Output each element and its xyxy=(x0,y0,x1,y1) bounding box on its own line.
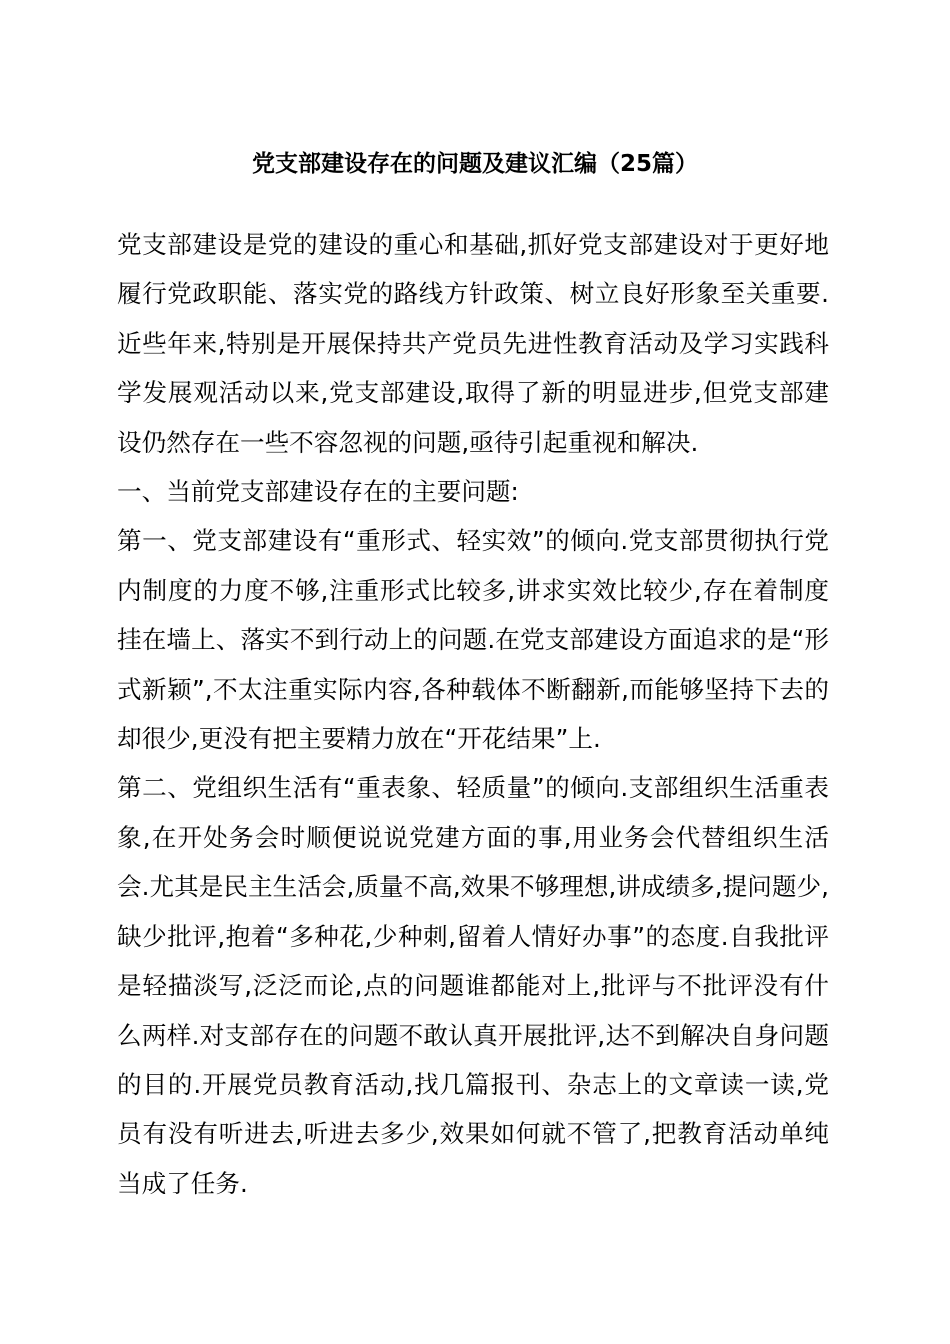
paragraph-issue-1: 第一、党支部建设有“重形式、轻实效”的倾向.党支部贯彻执行党内制度的力度不够,注重形式比较多,讲求实效比较少,存在着制度挂在墙上、落实不到行动上的问题.在党支部建设方面追求的是“形式新颖”,不太注重实际内容,各种载体不断翻新,而能够坚持下去的却很少,更没有把主要精力放在“开花结果”上. xyxy=(117,526,829,754)
document-body xyxy=(117,220,829,1208)
paragraph-issue-2: 第二、党组织生活有“重表象、轻质量”的倾向.支部组织生活重表象,在开处务会时顺便说说党建方面的事,用业务会代替组织生活会.尤其是民主生活会,质量不高,效果不够理想,讲成绩多,提问题少,缺少批评,抱着“多种花,少种刺,留着人情好办事”的态度.自我批评是轻描淡写,泛泛而论,点的问题谁都能对上,批评与不批评没有什么两样.对支部存在的问题不敢认真开展批评,达不到解决自身问题的目的.开展党员教育活动,找几篇报刊、杂志上的文章读一读,党员有没有听进去,听进去多少,效果如何就不管了,把教育活动单纯当成了任务. xyxy=(117,773,829,1198)
paragraph-intro: 党支部建设是党的建设的重心和基础,抓好党支部建设对于更好地履行党政职能、落实党的路线方针政策、树立良好形象至关重要.近些年来,特别是开展保持共产党员先进性教育活动及学习实践科学发展观活动以来,党支部建设,取得了新的明显进步,但党支部建设仍然存在一些不容忽视的问题,亟待引起重视和解决. xyxy=(117,230,829,457)
paragraph-section-heading: 一、当前党支部建设存在的主要问题: xyxy=(117,477,519,507)
document-title: 党支部建设存在的问题及建议汇编（25篇） xyxy=(251,151,698,177)
